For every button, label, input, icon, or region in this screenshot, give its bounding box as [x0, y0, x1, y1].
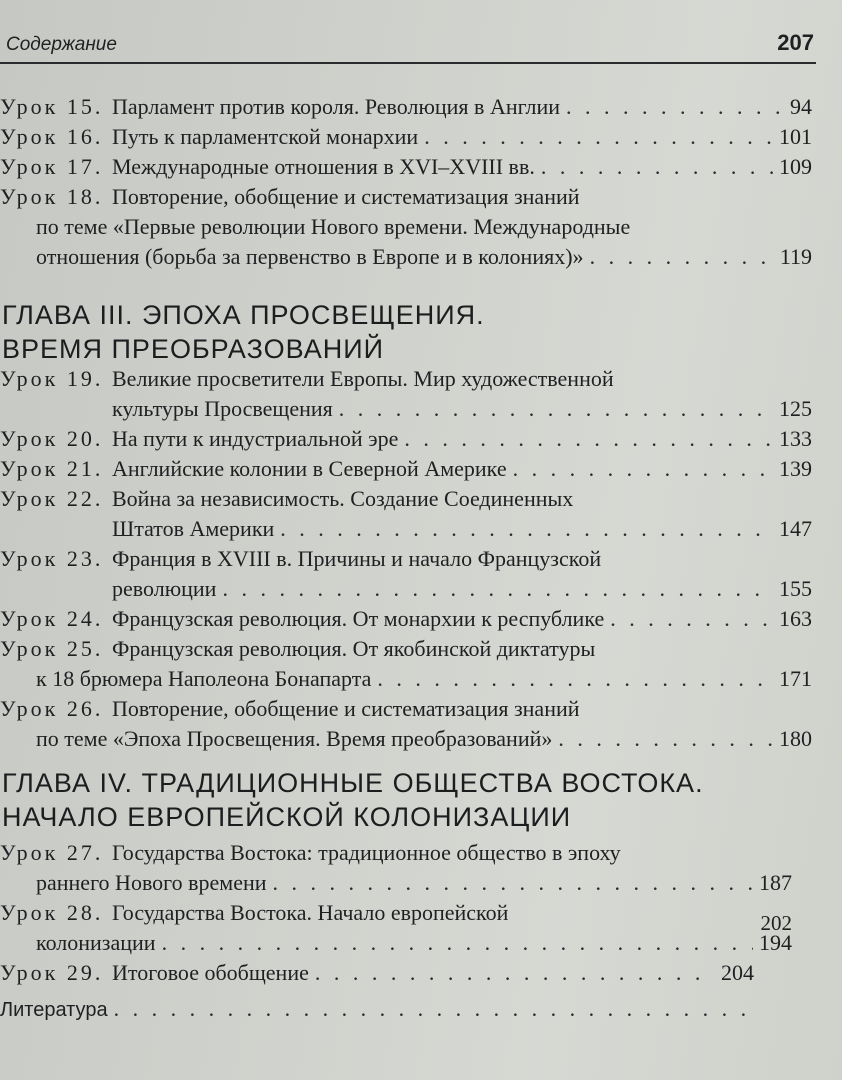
- toc-page-number: 180: [779, 726, 812, 751]
- toc-entry-lesson-26: Урок 26. Повторение, обобщение и систематизация знаний по теме «Эпоха Просвещения. Время преобразований» . . . 180: [0, 694, 812, 754]
- toc-entry-lesson-23: Урок 23. Франция в XVIII в. Причины и начало Французской революции . . . 155: [0, 544, 812, 604]
- toc-entry-lesson-15: Урок 15. Парламент против короля. Революция в Англии . . . 94: [0, 92, 812, 122]
- toc-entry-lesson-21: Урок 21. Английские колонии в Северной Америке . . . 139: [0, 454, 812, 484]
- running-title: Содержание: [6, 34, 117, 55]
- toc-page-number: 171: [779, 666, 812, 691]
- toc-page-number: 101: [779, 124, 812, 149]
- toc-page-number: 109: [779, 154, 812, 179]
- toc-entry-literature: Литература . . .: [0, 994, 756, 1024]
- toc-entry-lesson-24: Урок 24. Французская революция. От монархии к республике . . . 163: [0, 604, 812, 634]
- toc-page-number: 163: [779, 606, 812, 631]
- toc-entry-lesson-28: Урок 28. Государства Востока. Начало европейской колонизации . . . 194 202: [0, 898, 792, 958]
- toc-page-number: 194: [759, 930, 792, 955]
- chapter-heading-4: ГЛАВА IV. ТРАДИЦИОННЫЕ ОБЩЕСТВА ВОСТОКА. НАЧАЛО ЕВРОПЕЙСКОЙ КОЛОНИЗАЦИИ: [2, 768, 704, 832]
- toc-entry-lesson-19: Урок 19. Великие просветители Европы. Мир художественной культуры Просвещения . . . 125: [0, 364, 812, 424]
- chapter-heading-3: ГЛАВА III. ЭПОХА ПРОСВЕЩЕНИЯ. ВРЕМЯ ПРЕОБРАЗОВАНИЙ: [2, 300, 485, 364]
- toc-page-number: 139: [779, 456, 812, 481]
- toc-entry-lesson-20: Урок 20. На пути к индустриальной эре . . . 133: [0, 424, 812, 454]
- toc-page-number: 187: [759, 870, 792, 895]
- toc-entry-lesson-29: Урок 29. Итоговое обобщение . . . 204: [0, 958, 754, 988]
- toc-entry-lesson-27: Урок 27. Государства Востока: традиционное общество в эпоху раннего Нового времени . . . 187: [0, 838, 792, 898]
- toc-page-number-secondary: 202: [760, 911, 792, 935]
- toc-page-number: 204: [721, 960, 754, 985]
- toc-page-number: 119: [779, 244, 812, 269]
- toc-entry-lesson-22: Урок 22. Война за независимость. Создание Соединенных Штатов Америки . . . 147: [0, 484, 812, 544]
- toc-entry-lesson-16: Урок 16. Путь к парламентской монархии . . . 101: [0, 122, 812, 152]
- toc-entry-lesson-17: Урок 17. Международные отношения в XVI–XVIII вв. . . . 109: [0, 152, 812, 182]
- page-number: 207: [777, 30, 814, 55]
- toc-page-number: 125: [779, 396, 812, 421]
- header-rule: [0, 62, 816, 64]
- toc-page-number: 133: [779, 426, 812, 451]
- toc-page-number: 147: [779, 516, 812, 541]
- toc-entry-lesson-25: Урок 25. Французская революция. От якобинской диктатуры к 18 брюмера Наполеона Бонапарта . . . 171: [0, 634, 812, 694]
- toc-page-number: 94: [790, 94, 812, 119]
- toc-page-number: 155: [779, 576, 812, 601]
- toc-entry-lesson-18: Урок 18. Повторение, обобщение и систематизация знаний по теме «Первые революции Нового времени. Международные отношения (борьба за первенство в Европе и в колониях)» . . . 119: [0, 182, 812, 272]
